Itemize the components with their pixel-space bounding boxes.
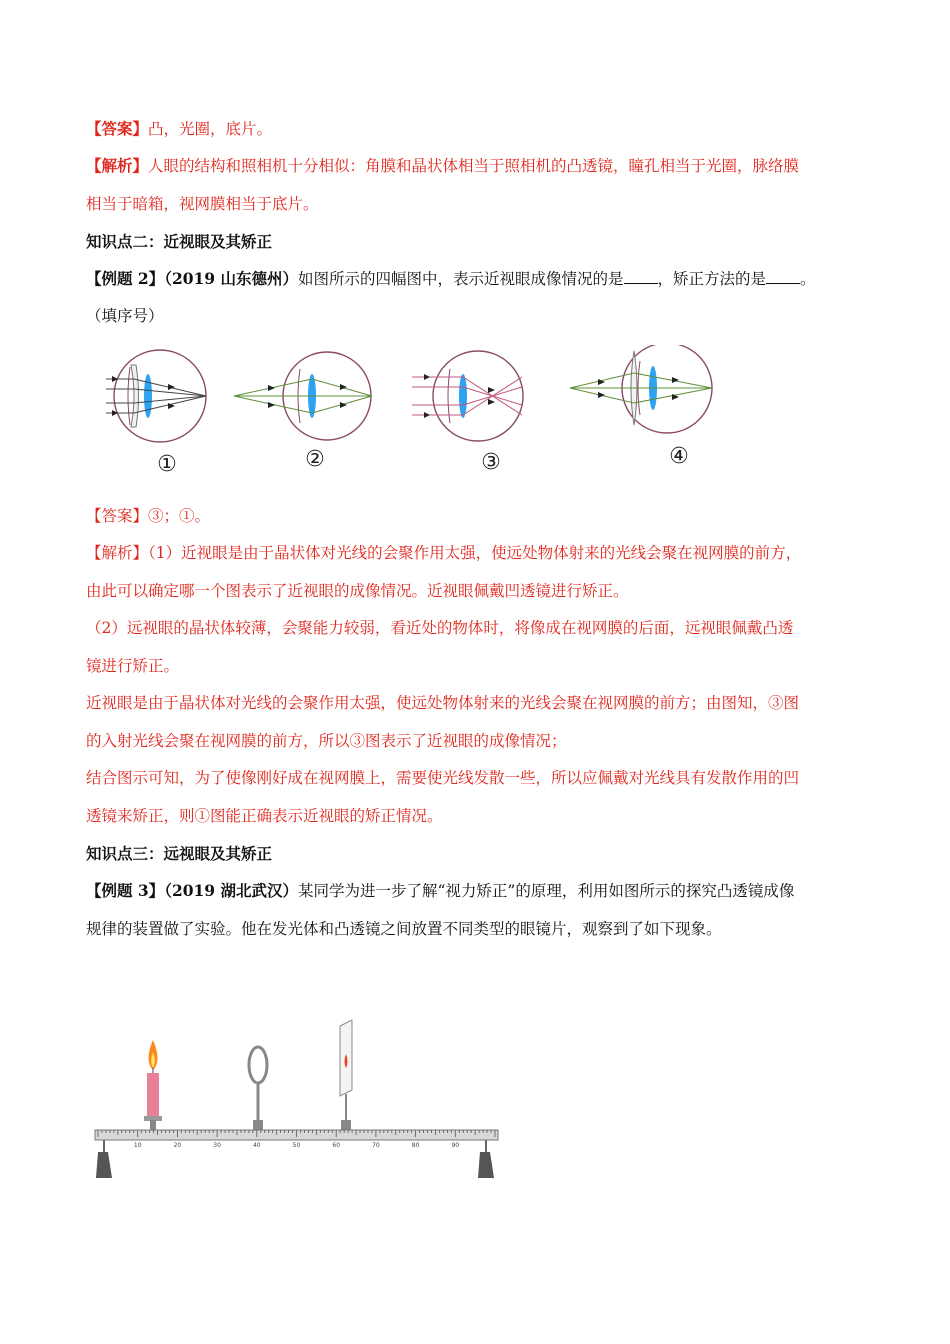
example2-text-b: ，矫正方法的是 — [657, 270, 767, 288]
eye-diagram-2 — [234, 352, 372, 440]
example2-analysis-8: 透镜来矫正，则①图能正确表示近视眼的矫正情况。 — [86, 807, 443, 825]
ruler-label: 60 — [332, 1142, 341, 1149]
ruler-label: 80 — [411, 1142, 420, 1149]
ruler-label: 10 — [133, 1142, 142, 1149]
example2-analysis-7: 结合图示可知，为了使像刚好成在视网膜上，需要使光线发散一些，所以应佩戴对光线具有发散作用的凹 — [86, 769, 800, 787]
answer-text: 凸，光圈，底片。 — [148, 120, 273, 138]
candle — [144, 1040, 162, 1134]
example2-answer — [86, 505, 210, 527]
eye-diagram-4 — [570, 345, 712, 433]
example3-source: （2019 湖北武汉） — [164, 881, 298, 900]
ruler-label: 20 — [173, 1142, 182, 1149]
example3-tag: 【例题 3】 — [86, 881, 165, 900]
diagram-label-4: ④ — [669, 444, 689, 469]
ruler-label: 90 — [451, 1142, 460, 1149]
heading-k3: 知识点三：远视眼及其矫正 — [86, 844, 273, 863]
ruler-label: 50 — [292, 1142, 301, 1149]
example2-source: （2019 山东德州） — [164, 269, 298, 288]
answer-tag: 【答案】 — [86, 119, 149, 138]
example2-text: 如图所示的四幅图中，表示近视眼成像情况的是 — [297, 270, 624, 288]
diagram-label-3: ③ — [481, 450, 501, 475]
example2-analysis-2: 由此可以确定哪一个图表示了近视眼的成像情况。近视眼佩戴凹透镜进行矫正。 — [86, 582, 629, 600]
example2-analysis-tag: 【解析】 — [86, 544, 149, 562]
example2-analysis-3: （2）远视眼的晶状体较薄，会聚能力较弱，看近处的物体时，将像成在视网膜的后面，远视眼佩戴凸透 — [86, 619, 794, 637]
example2-line-2: （填序号） — [86, 307, 164, 325]
example2-analysis-6: 的入射光线会聚在视网膜的前方，所以③图表示了近视眼的成像情况； — [86, 732, 567, 750]
analysis-text: 人眼的结构和照相机十分相似：角膜和晶状体相当于照相机的凸透镜，瞳孔相当于光圈，脉络膜 — [148, 157, 800, 175]
example3-line-1 — [86, 880, 794, 902]
example2-answer-tag: 【答案】 — [86, 507, 149, 525]
optical-bench-diagram — [0, 1010, 950, 1210]
ruler — [95, 1130, 498, 1178]
diagram-label-1: ① — [157, 452, 177, 477]
example2-text-c: 。 — [800, 270, 816, 288]
eye-diagram-3 — [412, 351, 523, 441]
example2-analysis-text: （1）近视眼是由于晶状体对光线的会聚作用太强，使远处物体射来的光线会聚在视网膜的前方， — [148, 544, 802, 562]
ruler-label: 40 — [252, 1142, 261, 1149]
example2-analysis-1 — [86, 542, 801, 564]
eye-diagram-1 — [106, 350, 206, 442]
example2-tag: 【例题 2】 — [86, 269, 165, 288]
diagram-label-2: ② — [305, 447, 325, 472]
answer-blank-1 — [624, 269, 658, 284]
example2-answer-text: ③；①。 — [148, 507, 211, 525]
example2-analysis-5: 近视眼是由于晶状体对光线的会聚作用太强，使远处物体射来的光线会聚在视网膜的前方；由图知，③图 — [86, 694, 800, 712]
analysis-line-1 — [86, 155, 799, 177]
heading-k2: 知识点二：近视眼及其矫正 — [86, 232, 273, 251]
analysis-tag: 【解析】 — [86, 156, 149, 175]
example2-analysis-4: 镜进行矫正。 — [86, 657, 180, 675]
example2-line-1 — [86, 268, 816, 290]
screen — [340, 1020, 352, 1134]
ruler-label: 70 — [372, 1142, 380, 1149]
analysis-line-2: 相当于暗箱，视网膜相当于底片。 — [86, 195, 319, 213]
eye-diagrams — [0, 345, 950, 485]
lens-holder — [249, 1047, 267, 1134]
example3-line-2: 规律的装置做了实验。他在发光体和凸透镜之间放置不同类型的眼镜片，观察到了如下现象。 — [86, 920, 722, 938]
answer-line-1 — [86, 118, 272, 140]
answer-blank-2 — [766, 269, 800, 284]
example3-text: 某同学为进一步了解“视力矫正”的原理，利用如图所示的探究凸透镜成像 — [297, 882, 795, 900]
ruler-label: 30 — [213, 1142, 221, 1149]
